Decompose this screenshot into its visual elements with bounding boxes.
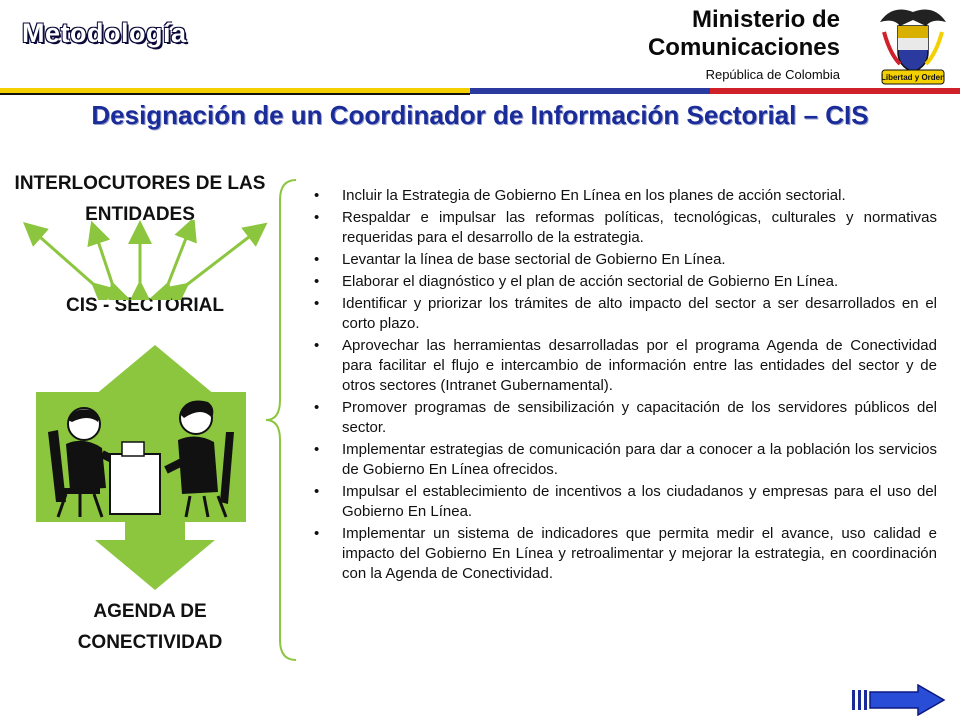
interlocutores-label: INTERLOCUTORES DE LAS ENTIDADES xyxy=(14,173,266,225)
list-item: • Identificar y priorizar los trámites de alto impacto del sector a ser desarrollados en el corto plazo. xyxy=(312,294,937,334)
list-item: • Implementar un sistema de indicadores que permita medir el avance, uso calidad e impacto del Gobierno En Línea y retroalimentar y mejorar la estrategia, en coordinación con la Agenda de Conectividad. xyxy=(312,524,937,584)
list-item: • Aprovechar las herramientas desarrolladas por el programa Agenda de Conectividad para facilitar el flujo e intercambio de información entre las entidades del sector y de otros sectores (Intranet Gubernamental). xyxy=(312,336,937,396)
list-item: • Respaldar e impulsar las reformas políticas, tecnológicas, culturales y normativas requeridas para el desarrollo de la estrategia. xyxy=(312,208,937,248)
arrow-4 xyxy=(165,228,190,292)
bracket-divider xyxy=(262,178,302,663)
list-item: • Elaborar el diagnóstico y el plan de acción sectorial de Gobierno En Línea. xyxy=(312,272,937,292)
agenda-conectividad-label: AGENDA DE CONECTIVIDAD xyxy=(77,601,223,653)
slide-title: Designación de un Coordinador de Información Sectorial – CIS xyxy=(91,100,869,130)
cis-sectorial-label: CIS - SECTORIAL xyxy=(66,295,224,316)
arrow-right-icon xyxy=(870,685,944,715)
header-divider-bar xyxy=(0,88,960,95)
list-item: • Promover programas de sensibilización y capacitación de los servidores públicos del sector. xyxy=(312,398,937,438)
seal-motto: Libertad y Orden xyxy=(880,73,946,82)
ministry-name-line2: Comunicaciones xyxy=(647,34,840,61)
next-slide-button[interactable] xyxy=(852,684,946,716)
section-title: Metodología xyxy=(22,18,187,48)
arrow-5 xyxy=(180,230,258,290)
arrow-2 xyxy=(95,232,115,292)
responsibilities-list xyxy=(312,186,937,586)
coat-of-arms-icon xyxy=(870,2,956,88)
ministry-name-line1: Ministerio de xyxy=(691,6,840,33)
list-item: • Levantar la línea de base sectorial de Gobierno En Línea. xyxy=(312,250,937,270)
meeting-illustration xyxy=(36,392,246,522)
arrow-1 xyxy=(32,230,100,290)
list-item: • Implementar estrategias de comunicación para dar a conocer a la población los servicios de Gobierno En Línea ofrecidos. xyxy=(312,440,937,480)
interlocutor-arrows xyxy=(20,220,270,300)
list-item: • Incluir la Estrategia de Gobierno En Línea en los planes de acción sectorial. xyxy=(312,186,937,206)
ministry-country: República de Colombia xyxy=(705,67,840,82)
list-item: • Impulsar el establecimiento de incentivos a los ciudadanos y empresas para el uso del Gobierno En Línea. xyxy=(312,482,937,522)
